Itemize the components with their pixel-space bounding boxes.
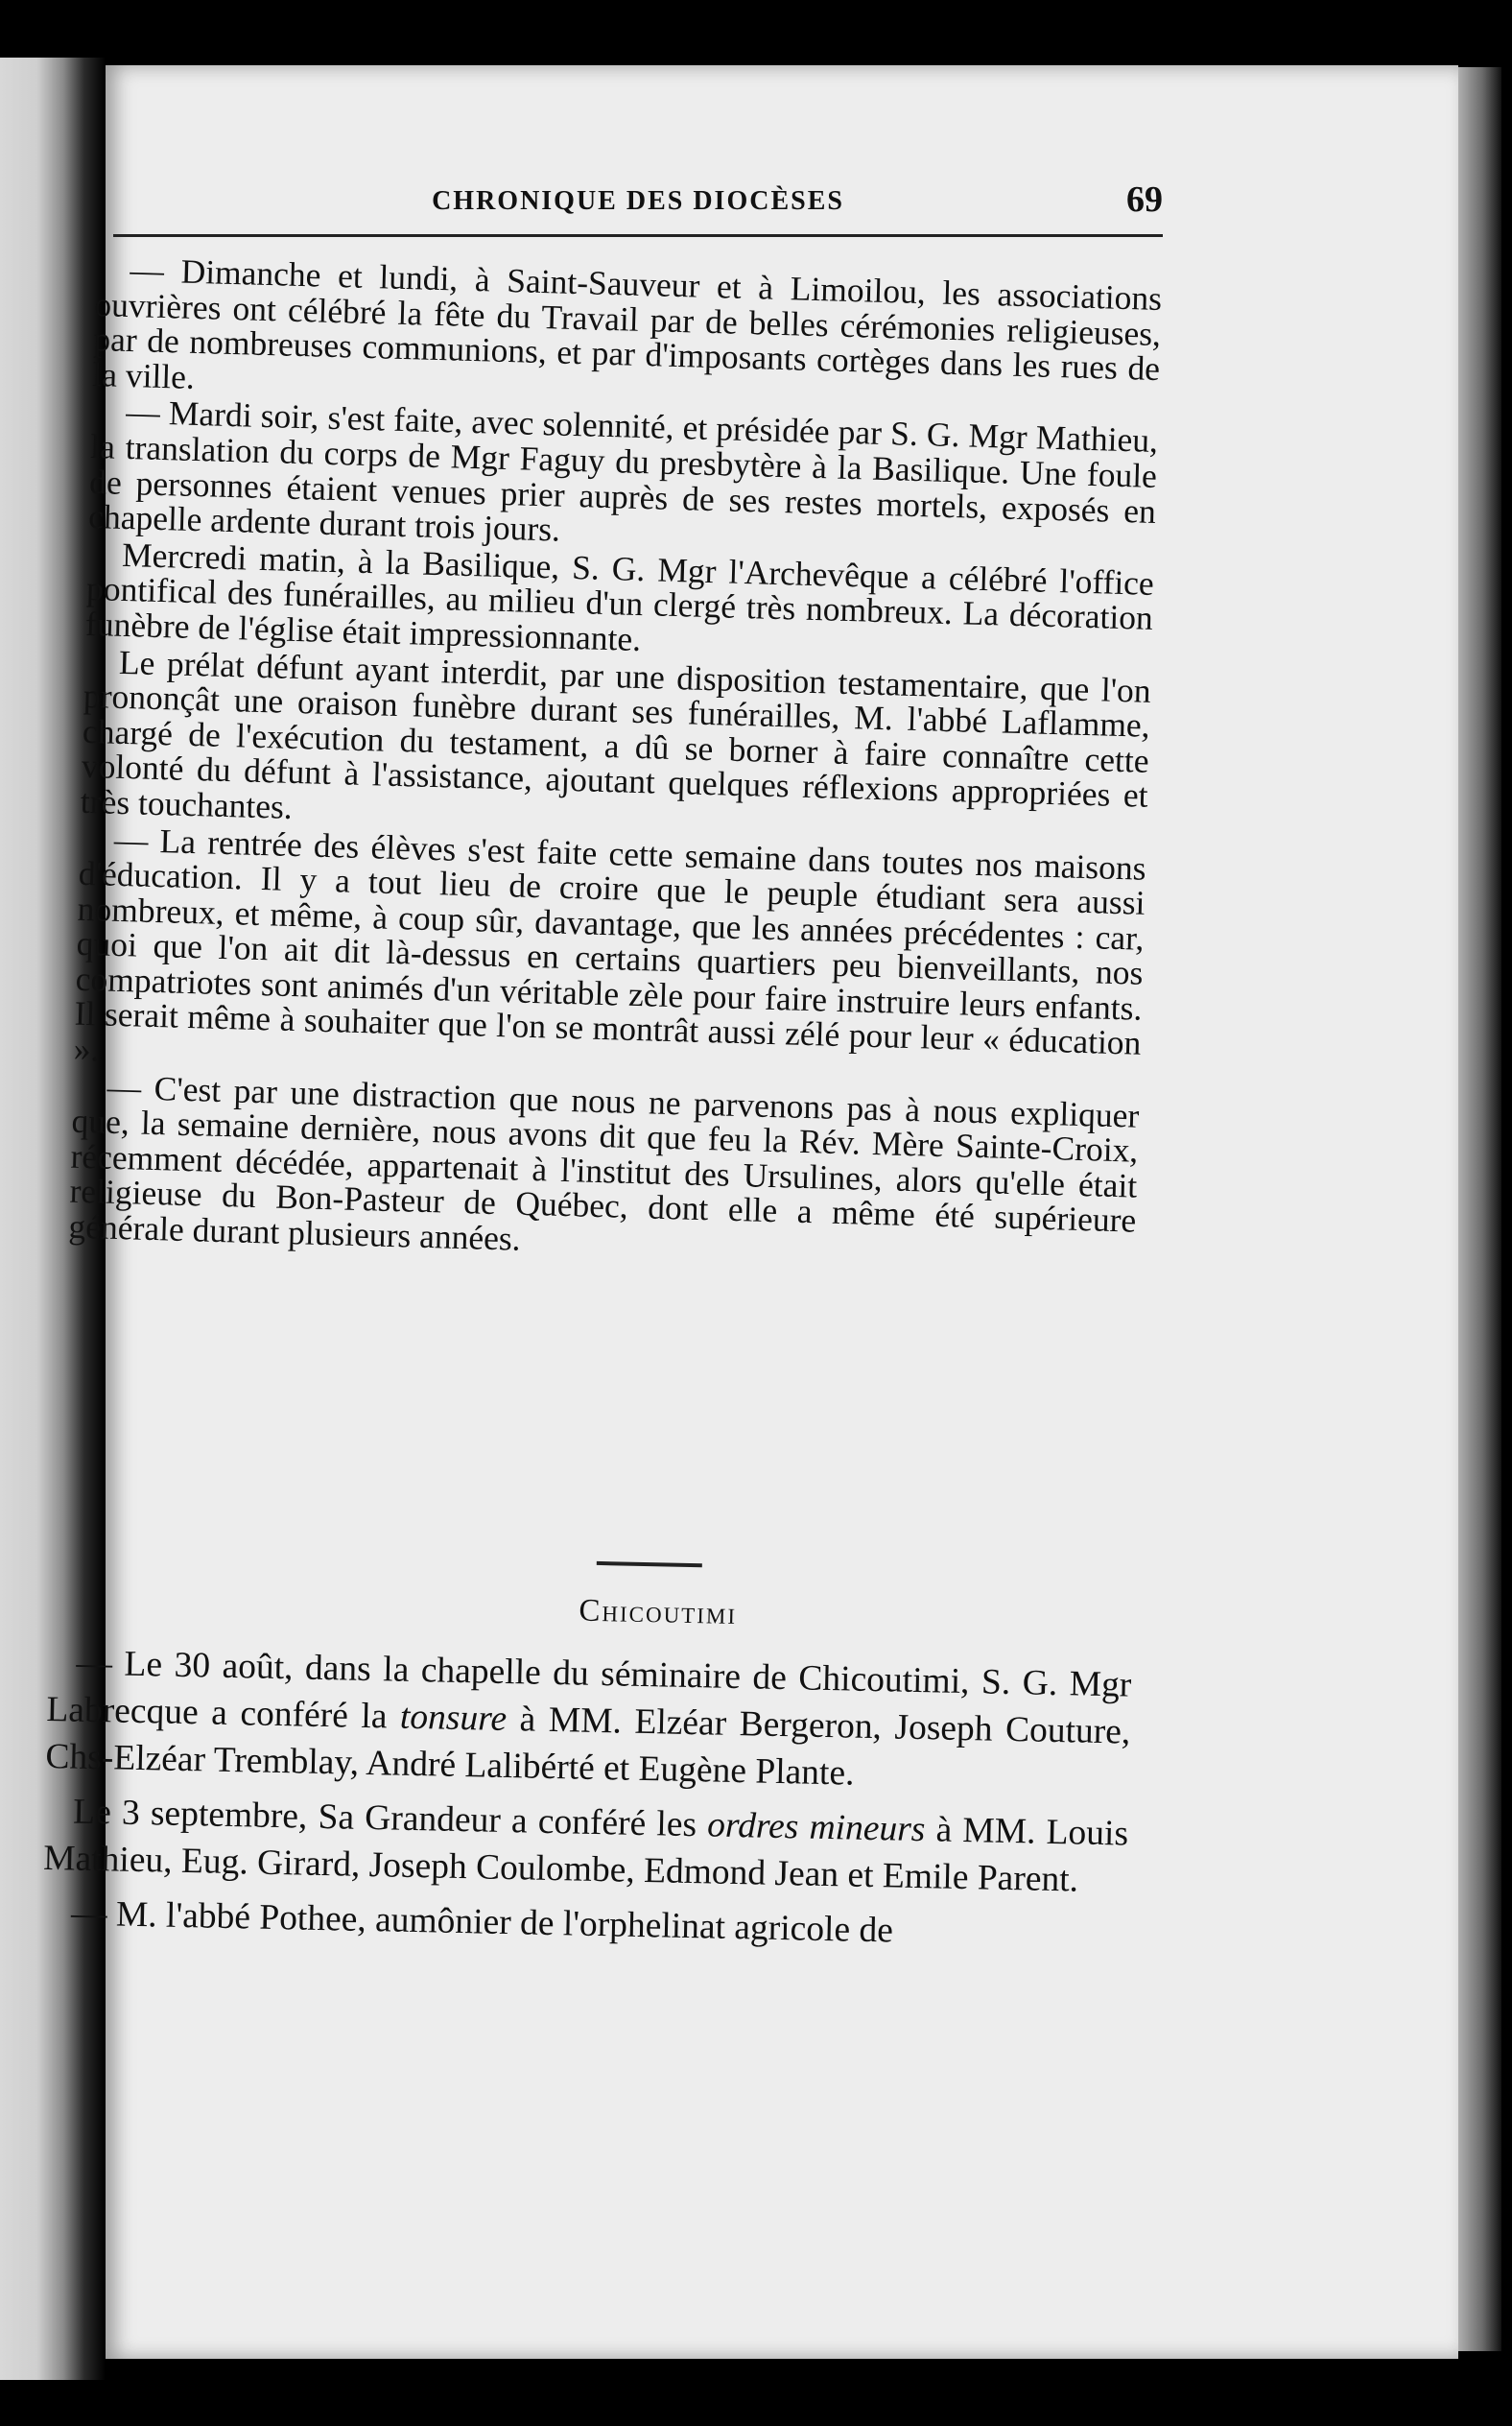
running-head: CHRONIQUE DES DIOCÈSES	[432, 186, 844, 216]
paragraph: — Dimanche et lundi, à Saint-Sauveur et à Limoilou, les associations ouvrières ont célébré la fête du Travail par de belles cérémonies religieuses, par de nombreuses communions, et par d'imposants cortèges dans les rues de la ville.	[91, 250, 1163, 396]
main-text	[68, 251, 1162, 1273]
paragraph: Le prélat défunt ayant interdit, par une disposition testamentaire, que l'on prononçât une oraison funèbre durant ses funérailles, M. l'abbé Laflamme, chargé de l'exécution du testament, a dû se borner à faire connaître cette volonté du défunt à l'assistance, ajoutant quelques réflexions appropriées et très touchantes.	[80, 642, 1152, 826]
emphasis: ordres mineurs	[706, 1805, 926, 1850]
emphasis: tonsure	[399, 1697, 508, 1740]
section-chicoutimi	[42, 1550, 1134, 1960]
paragraph: — Mardi soir, s'est faite, avec solennité, et présidée par S. G. Mgr Mathieu, la translation du corps de Mgr Faguy du presbytère à la Basilique. Une foule de personnes étaient venues prier auprès de ses restes mortels, exposés en chapelle ardente durant trois jours.	[87, 392, 1159, 549]
page-number: 69	[1126, 179, 1163, 220]
text-run: à MM. Elzéar Bergeron, Joseph Couture, Chs-Elzéar Tremblay, André Lalibérté et Eugène Plante.	[45, 1700, 1131, 1794]
page-header	[113, 178, 1163, 232]
section-paragraph	[43, 1788, 1129, 1905]
section-paragraph	[45, 1639, 1132, 1803]
paragraph: — La rentrée des élèves s'est faite cette semaine dans toutes nos maisons d'éducation. Il y a tout lieu de croire que le peuple étudiant sera aussi nombreux, et même, à coup sûr, davantage, que les années précédentes : car, quoi que l'on ait dit là-dessus en certains quartiers peu bienveillants, nos compatriotes sont animés d'un véritable zèle pour faire instruire leurs enfants. Il serait même à souhaiter que l'on se montrât aussi zélé pour leur « éducation ».	[73, 820, 1147, 1069]
text-run: — Le 30 août, dans la chapelle du séminaire de Chicoutimi, S. G. Mgr Labrecque a conféré la	[46, 1643, 1132, 1737]
text-run: à MM. Louis Mathieu, Eug. Girard, Joseph Coulombe, Edmond Jean et Emile Parent.	[42, 1810, 1129, 1900]
text-run: Le 3 septembre, Sa Grandeur a conféré les	[72, 1792, 708, 1845]
section-title: Chicoutimi	[579, 1593, 738, 1632]
paragraph: — C'est par une distraction que nous ne parvenons pas à nous expliquer que, la semaine dernière, nous avons dit que feu la Rév. Mère Sainte-Croix, récemment décédée, appartenait à l'institut des Ursulines, alors qu'elle était religieuse du Bon-Pasteur de Québec, dont elle a même été supérieure générale durant plusieurs années.	[68, 1067, 1140, 1258]
page-fore-edge	[1453, 67, 1501, 2351]
section-paragraph: — M. l'abbé Pothee, aumônier de l'orphelinat agricole de	[70, 1893, 894, 1951]
header-rule	[113, 234, 1163, 237]
paragraph: Mercredi matin, à la Basilique, S. G. Mgr l'Archevêque a célébré l'office pontifical des funérailles, au milieu d'un clergé très nombreux. La décoration funèbre de l'église était impressionnante.	[84, 535, 1155, 658]
